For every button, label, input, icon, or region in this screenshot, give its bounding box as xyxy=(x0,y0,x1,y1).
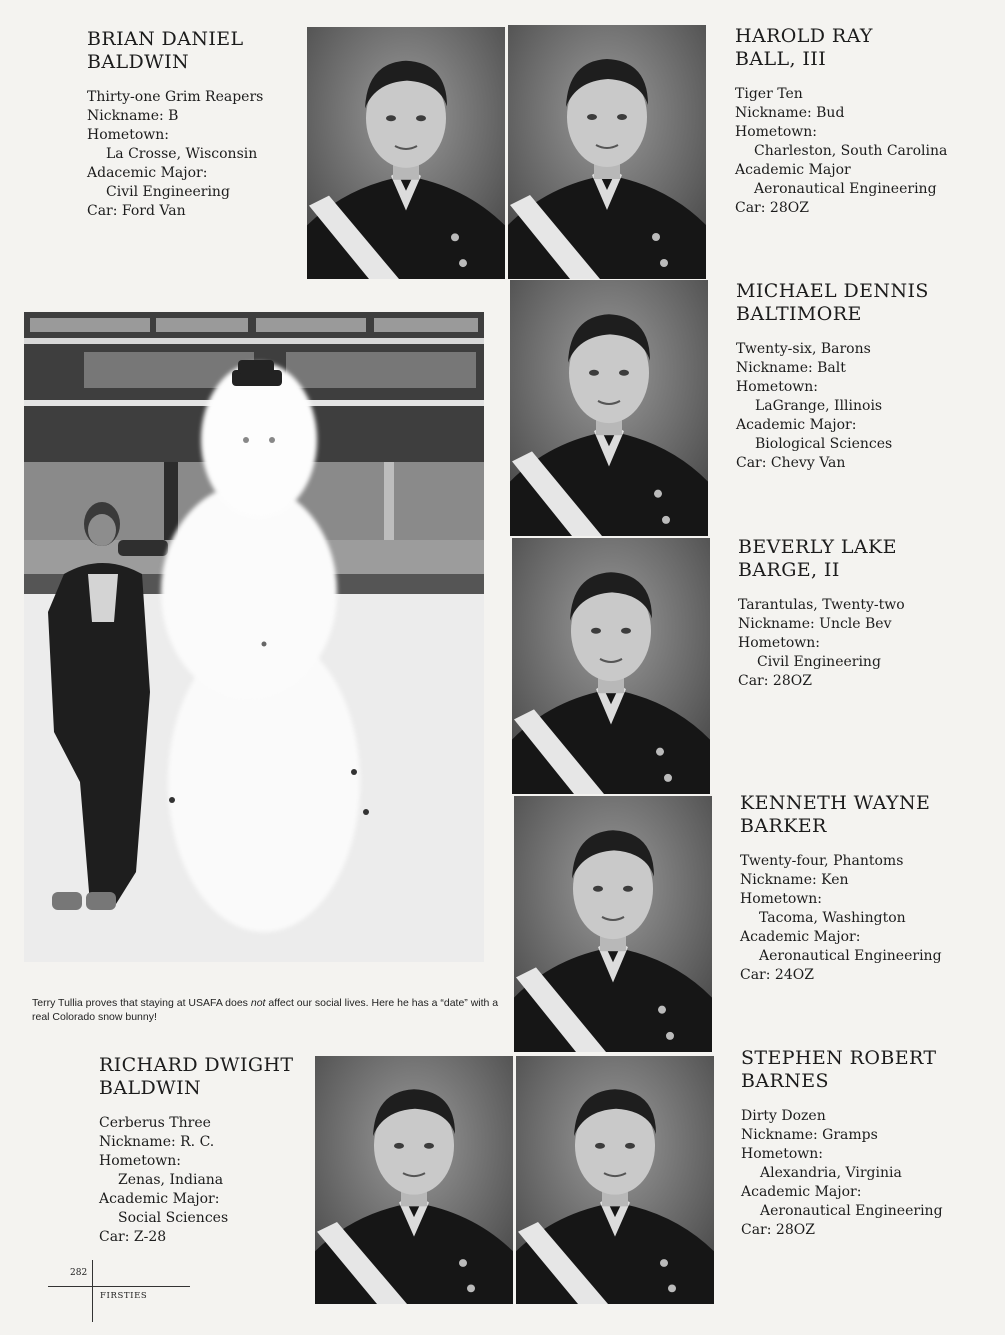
cadet-detail-line: Nickname: Gramps xyxy=(741,1127,878,1143)
cadet-detail-line: Thirty-one Grim Reapers xyxy=(87,89,264,105)
cadet-portrait-photo xyxy=(512,538,710,794)
cadet-details xyxy=(736,340,929,473)
cadet-bio xyxy=(741,1047,943,1240)
cadet-detail-line: Hometown: xyxy=(736,379,818,395)
cadet-detail-line: Civil Engineering xyxy=(757,654,881,670)
cadet-detail-line: Car: 28OZ xyxy=(735,200,809,216)
cadet-portrait-photo xyxy=(508,25,706,279)
cadet-detail-line: Hometown: xyxy=(740,891,822,907)
cadet-portrait-photo xyxy=(516,1056,714,1304)
cadet-detail-line: Social Sciences xyxy=(118,1210,229,1226)
cadet-detail-line: Biological Sciences xyxy=(755,436,893,452)
cadet-detail-line: Twenty-four, Phantoms xyxy=(740,853,904,869)
cadet-detail-line: Hometown: xyxy=(741,1146,823,1162)
cadet-name: BRIAN DANIEL BALDWIN xyxy=(87,28,244,73)
cadet-detail-line: LaGrange, Illinois xyxy=(755,398,883,414)
cadet-name: HAROLD RAY BALL, III xyxy=(735,25,873,70)
cadet-detail-line: Hometown: xyxy=(735,124,817,140)
cadet-portrait-photo xyxy=(315,1056,513,1304)
cadet-detail-line: Zenas, Indiana xyxy=(118,1172,224,1188)
caption-text: affect our social lives. Here he has a “date” with a real Colorado snow bunny! xyxy=(32,997,499,1023)
folio-rule xyxy=(48,1286,190,1287)
photo-caption xyxy=(32,996,502,1024)
cadet-detail-line: Car: 28OZ xyxy=(738,673,812,689)
cadet-detail-line: Alexandria, Virginia xyxy=(760,1165,902,1181)
cadet-detail-line: Nickname: Balt xyxy=(736,360,846,376)
cadet-bio xyxy=(87,28,263,221)
section-label: FIRSTIES xyxy=(100,1291,148,1301)
cadet-details xyxy=(735,85,947,218)
page-number: 282 xyxy=(70,1268,88,1278)
cadet-detail-line: Academic Major: xyxy=(99,1191,220,1207)
cadet-detail-line: Academic Major: xyxy=(736,417,857,433)
cadet-detail-line: Tarantulas, Twenty-two xyxy=(738,597,905,613)
snowman-candid-photo xyxy=(24,312,484,962)
cadet-details xyxy=(99,1114,294,1247)
cadet-detail-line: Nickname: Ken xyxy=(740,872,849,888)
cadet-detail-line: Car: 24OZ xyxy=(740,967,814,983)
cadet-detail-line: Aeronautical Engineering xyxy=(759,948,942,964)
cadet-detail-line: Nickname: Uncle Bev xyxy=(738,616,892,632)
cadet-detail-line: Car: Z-28 xyxy=(99,1229,167,1245)
cadet-detail-line: Adacemic Major: xyxy=(87,165,208,181)
cadet-detail-line: La Crosse, Wisconsin xyxy=(106,146,258,162)
cadet-detail-line: Nickname: B xyxy=(87,108,179,124)
cadet-detail-line: Car: Chevy Van xyxy=(736,455,846,471)
cadet-detail-line: Academic Major: xyxy=(740,929,861,945)
cadet-details xyxy=(740,852,942,985)
cadet-bio xyxy=(736,280,929,473)
cadet-detail-line: Academic Major xyxy=(735,162,851,178)
cadet-detail-line: Nickname: Bud xyxy=(735,105,845,121)
cadet-detail-line: Charleston, South Carolina xyxy=(754,143,948,159)
cadet-name: STEPHEN ROBERT BARNES xyxy=(741,1047,937,1092)
cadet-bio xyxy=(99,1054,294,1247)
cadet-bio xyxy=(738,536,905,691)
caption-emphasis: not xyxy=(250,997,266,1009)
cadet-detail-line: Aeronautical Engineering xyxy=(760,1203,943,1219)
cadet-name: MICHAEL DENNIS BALTIMORE xyxy=(736,280,929,325)
cadet-detail-line: Car: 28OZ xyxy=(741,1222,815,1238)
cadet-name: KENNETH WAYNE BARKER xyxy=(740,792,931,837)
cadet-details xyxy=(741,1107,943,1240)
cadet-detail-line: Tiger Ten xyxy=(735,86,803,102)
cadet-bio xyxy=(740,792,942,985)
cadet-name: RICHARD DWIGHT BALDWIN xyxy=(99,1054,294,1099)
cadet-portrait-photo xyxy=(514,796,712,1052)
cadet-portrait-photo xyxy=(510,280,708,536)
cadet-detail-line: Dirty Dozen xyxy=(741,1108,826,1124)
cadet-detail-line: Aeronautical Engineering xyxy=(754,181,937,197)
cadet-detail-line: Hometown: xyxy=(738,635,820,651)
cadet-detail-line: Twenty-six, Barons xyxy=(736,341,871,357)
caption-text: Terry Tullia proves that staying at USAFA does xyxy=(32,997,251,1009)
cadet-portrait-photo xyxy=(307,27,505,279)
cadet-bio xyxy=(735,25,947,218)
cadet-details xyxy=(738,596,905,691)
cadet-detail-line: Civil Engineering xyxy=(106,184,230,200)
cadet-detail-line: Car: Ford Van xyxy=(87,203,186,219)
cadet-detail-line: Hometown: xyxy=(99,1153,181,1169)
cadet-detail-line: Nickname: R. C. xyxy=(99,1134,215,1150)
cadet-details xyxy=(87,88,263,221)
cadet-name: BEVERLY LAKE BARGE, II xyxy=(738,536,897,581)
cadet-detail-line: Tacoma, Washington xyxy=(759,910,906,926)
cadet-detail-line: Hometown: xyxy=(87,127,169,143)
folio-rule xyxy=(92,1260,93,1322)
cadet-detail-line: Cerberus Three xyxy=(99,1115,211,1131)
cadet-detail-line: Academic Major: xyxy=(741,1184,862,1200)
